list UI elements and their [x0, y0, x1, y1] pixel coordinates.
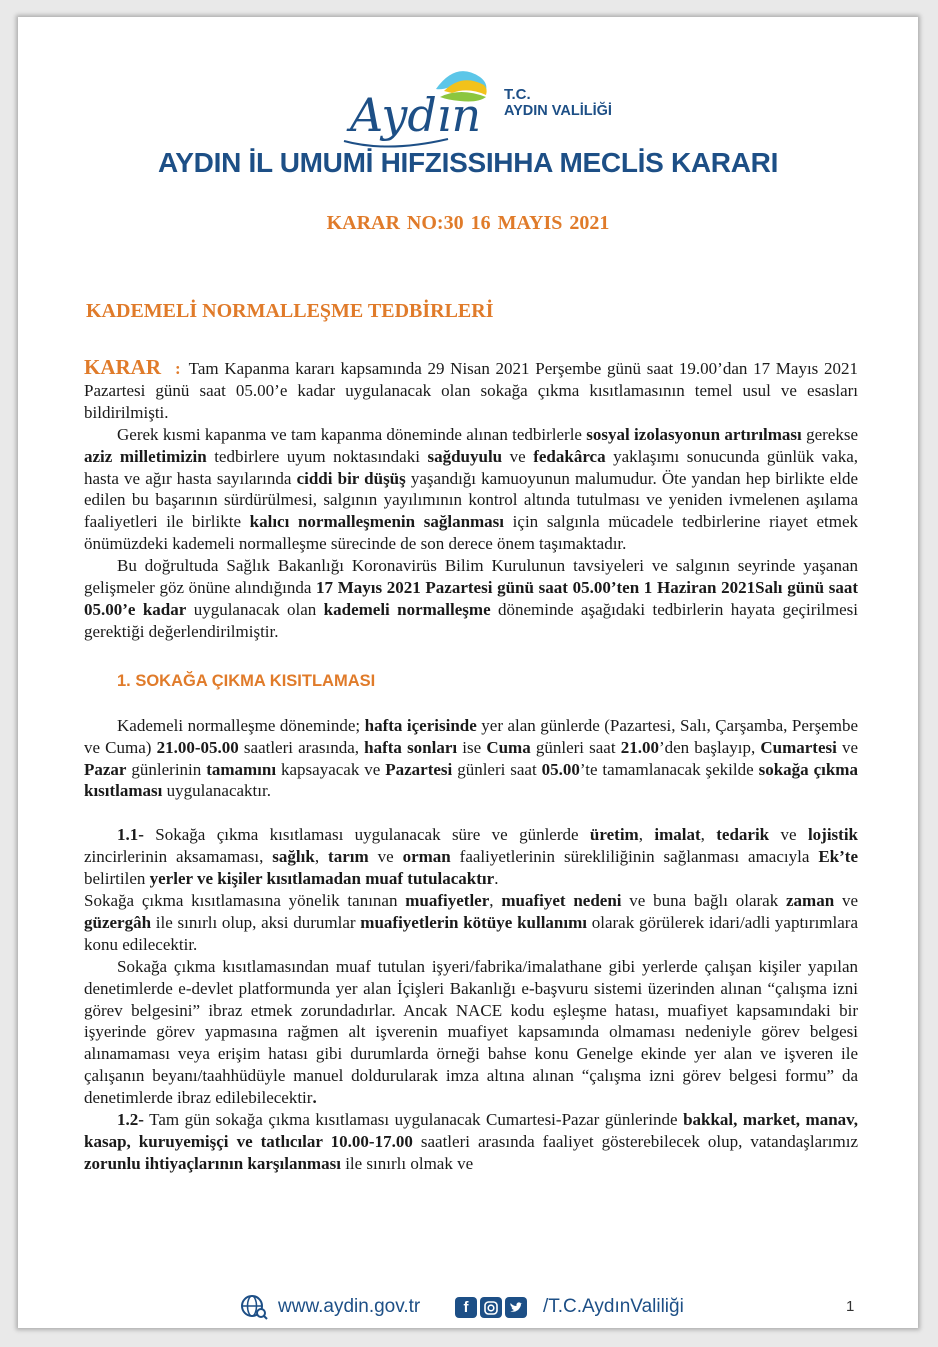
text: uygulanacak olan — [186, 599, 324, 619]
bold-text: kademeli normalleşme — [323, 599, 491, 619]
globe-icon — [240, 1294, 268, 1320]
document-page — [18, 17, 918, 1328]
svg-text:Aydın: Aydın — [350, 88, 482, 142]
paragraph-1-1 — [84, 824, 858, 890]
text: , — [314, 847, 329, 867]
text: tedbirlere uyum noktasındaki — [206, 446, 428, 466]
karar-label: KARAR — [84, 355, 161, 379]
page-title: AYDIN İL UMUMİ HIFZISSIHHA MECLİS KARARI — [157, 147, 779, 178]
bold-text: bakkal, market, manav, kasap, kuruyemişçi ve tatlıcılar 10.00-17.00 — [84, 1110, 858, 1151]
bold-text: . — [312, 1088, 317, 1108]
paragraph — [84, 890, 858, 956]
bold-text: Cuma — [486, 737, 531, 757]
paragraph — [84, 715, 858, 803]
text: ile sınırlı olup, aksi durumlar — [151, 912, 361, 932]
text: belirtilen — [84, 869, 150, 889]
item-number: 1.2- — [117, 1110, 144, 1130]
bold-text: muafiyetlerin kötüye kullanımı — [360, 912, 587, 932]
paragraph — [84, 424, 858, 555]
text: ve — [836, 737, 859, 757]
text: Gerek kısmi kapanma ve tam kapanma döneminde alınan tedbirlerle — [117, 424, 587, 444]
facebook-icon[interactable]: f — [455, 1297, 477, 1318]
text: ve — [769, 825, 808, 845]
bold-text: sağlık — [272, 847, 315, 867]
bold-text: muafiyet nedeni — [501, 891, 622, 911]
page-footer — [18, 1292, 918, 1322]
bold-text: Pazar — [84, 759, 127, 779]
text: Bu doğrultuda Sağlık Bakanlığı Koronavirüs Bilim Kurulunun tavsiyeleri ve salgının seyrinde yaşanan gelişmeler göz önüne alındığında — [84, 556, 858, 598]
text: için salgınla mücadele tedbirlerine riayet etmek önümüzdeki kademeli normalleşme sürecinde de son derece önem taşımaktadır. — [84, 512, 858, 554]
bold-text: Ek’te — [818, 847, 859, 867]
social-handle[interactable]: /T.C.AydınValiliği — [543, 1296, 684, 1317]
text: gerekse — [801, 424, 858, 444]
paragraph-karar — [84, 357, 858, 424]
bold-text: sokağa çıkma kısıtlaması — [84, 759, 858, 801]
text: ve — [834, 891, 859, 911]
text: , — [489, 891, 502, 911]
karar-text: Tam Kapanma kararı kapsamında 29 Nisan 2021 Perşembe günü saat 19.00’dan 17 Mayıs 2021 Pazartesi günü saat 05.00’e kadar uygulanacak olan sokağa çıkma kısıtlamasının temel usul ve esasları bildirilmişti. — [84, 359, 858, 422]
bold-text: 21.00 — [620, 737, 659, 757]
text: saatleri arasında, — [238, 737, 365, 757]
text: faaliyetlerinin sürekliliğinin sağlanması amacıyla — [450, 847, 819, 867]
bold-text: 21.00-05.00 — [156, 737, 239, 757]
bold-text: fedakârca — [533, 446, 606, 466]
bold-text: imalat — [654, 825, 701, 845]
bold-text: sosyal izolasyonun artırılması — [586, 424, 802, 444]
bold-text: tamamını — [206, 759, 277, 779]
paragraph — [84, 956, 858, 1109]
section-title: KADEMELİ NORMALLEŞME TEDBİRLERİ — [86, 300, 494, 322]
paragraph-1-2 — [84, 1109, 858, 1175]
text: zincirlerinin aksamaması, — [84, 847, 273, 867]
bold-text: hafta sonları — [364, 737, 458, 757]
social-icons — [455, 1297, 527, 1318]
text: ve buna bağlı olarak — [621, 891, 786, 911]
bold-text: 05.00 — [541, 759, 580, 779]
document-body — [84, 357, 858, 1175]
text: günlerinin — [126, 759, 207, 779]
spacer — [84, 802, 858, 824]
bold-text: ciddi bir düşüş — [296, 468, 406, 488]
text: . — [494, 869, 499, 889]
text: döneminde aşağıdaki tedbirlerin hayata geçirilmesi gerektiği değerlendirilmiştir. — [84, 599, 858, 641]
text: kapsayacak ve — [276, 759, 386, 779]
bold-text: hafta içerisinde — [364, 715, 477, 735]
aydin-script-logo-icon — [328, 59, 508, 155]
bold-text: yerler ve kişiler kısıtlamadan muaf tutulacaktır — [149, 869, 495, 889]
text: uygulanacaktır. — [162, 781, 271, 801]
logo-tc: T.C. — [504, 86, 531, 103]
text: Kademeli normalleşme döneminde; — [117, 715, 365, 735]
aydin-valiligi-logo — [328, 59, 648, 155]
bold-text: üretim — [589, 825, 639, 845]
text: ise — [457, 737, 487, 757]
page-number: 1 — [846, 1298, 855, 1315]
text: Sokağa çıkma kısıtlaması uygulanacak süre ve günlerde — [143, 825, 590, 845]
text: günleri saat — [530, 737, 621, 757]
text: yaşandığı kamuoyunun malumudur. Öte yandan hep birlikte elde edilen bu başarının sürdürülmesi, salgının yayılımının kontrol altında tutulması ve yeniden ivmelenen aşılama faaliyetleri ile birlikte — [84, 468, 858, 532]
bold-text: zaman — [786, 891, 835, 911]
bold-text: Cumartesi — [760, 737, 837, 757]
bold-text: sağduyulu — [427, 446, 503, 466]
karar-colon: : — [175, 359, 181, 378]
bold-text: aziz milletimizin — [84, 446, 207, 466]
paragraph — [84, 555, 858, 643]
bold-text: orman — [402, 847, 451, 867]
text: , — [638, 825, 655, 845]
item-number: 1.1- — [117, 825, 144, 845]
instagram-icon[interactable] — [480, 1297, 502, 1318]
heading-sokaga-cikma: 1. SOKAĞA ÇIKMA KISITLAMASI — [117, 671, 376, 690]
text: olarak görülerek idari/adli yaptırımlara konu edilecektir. — [84, 912, 858, 954]
bold-text: zorunlu ihtiyaçlarının karşılanması — [84, 1153, 341, 1173]
text: ’te tamamlanacak şekilde — [579, 759, 759, 779]
text: yaklaşımı sonucunda günlük vaka, hasta ve ağır hasta sayılarında — [84, 446, 859, 488]
text: ’den başlayıp, — [658, 737, 761, 757]
bold-text: güzergâh — [84, 912, 152, 932]
logo-valilik-name: AYDIN VALİLİĞİ — [504, 102, 612, 119]
twitter-icon[interactable] — [505, 1297, 527, 1318]
text: yer alan günlerde (Pazartesi, Salı, Çarşamba, Perşembe ve Cuma) — [84, 715, 858, 757]
text: , — [700, 825, 717, 845]
bold-text: muafiyetler — [405, 891, 490, 911]
text: ve — [368, 847, 403, 867]
decision-number: KARAR NO:30 16 MAYIS 2021 — [326, 212, 610, 234]
bold-text: tarım — [328, 847, 369, 867]
bold-text: Pazartesi — [385, 759, 453, 779]
text: ile sınırlı olmak ve — [340, 1153, 474, 1173]
text: saatleri arasında faaliyet gösterebilecek olup, vatandaşlarımız — [412, 1132, 859, 1151]
text: ve — [502, 446, 534, 466]
bold-text: 17 Mayıs 2021 Pazartesi günü saat 05.00’ten 1 Haziran 2021Salı günü saat 05.00’e kadar — [84, 578, 858, 619]
website-link[interactable]: www.aydin.gov.tr — [278, 1296, 421, 1317]
logo-text — [504, 87, 612, 119]
text: günleri saat — [452, 759, 542, 779]
text: Sokağa çıkma kısıtlamasına yönelik tanınan — [84, 891, 406, 911]
text: Tam gün sokağa çıkma kısıtlaması uygulanacak Cumartesi-Pazar günlerinde — [143, 1110, 684, 1130]
bold-text: tedarik — [716, 825, 770, 845]
text: Sokağa çıkma kısıtlamasından muaf tutulan işyeri/fabrika/imalathane gibi yerlerde çalışan kişiler yapılan denetimlerde e-devlet platformunda yer alan İçişleri Bakanlığı e-başvuru sistemi üzerinden alınan “çalışma izni görev belgesini” ibraz etmek zorundadırlar. Ancak NACE kodu eşleşme hatası, muafiyet kapsamındaki bir işyerinde görev yapmasına rağmen alt işverenin muafiyet kapsamında olmaması nedeniyle görev belgesi alınamaması veya erişim hatası gibi durumlarda örneği bahse konu Genelge ekinde yer alan ve işveren ile çalışanın beyanı/taahhüdüyle manuel doldurularak imza altına alınan “çalışma izni görev belgesi formu” da denetimlerde ibraz edilebilecektir — [84, 956, 858, 1108]
bold-text: lojistik — [807, 825, 858, 845]
bold-text: kalıcı normalleşmenin sağlanması — [249, 512, 505, 532]
